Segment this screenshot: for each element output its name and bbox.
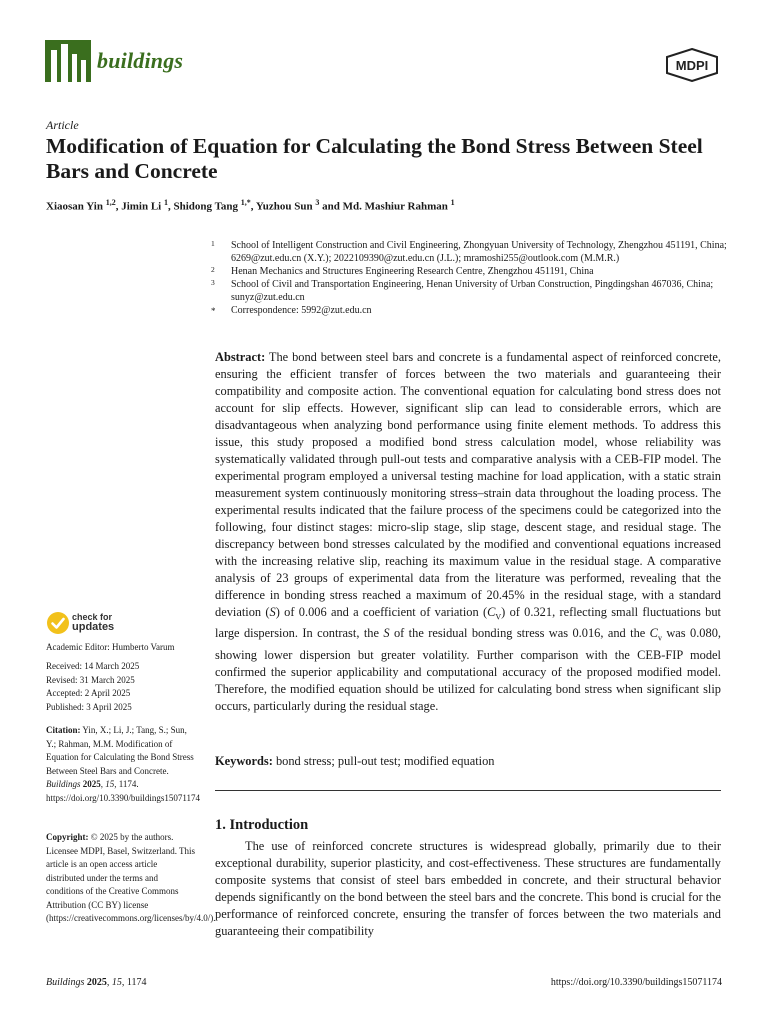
affiliation-item (211, 239, 731, 265)
copyright-text: © 2025 by the authors. Licensee MDPI, Basel, Switzerland. This article is an open access article distributed under the terms and conditions of the Creative Commons Attribution (CC BY) license (https://creativecommons.org/licenses/by/4.0/). (46, 832, 216, 923)
citation-doi[interactable]: , 1174. https://doi.org/10.3390/buildings15071174 (46, 779, 201, 803)
academic-editor: Academic Editor: Humberto Varum (46, 642, 175, 652)
abstract (215, 349, 721, 715)
abstract-text: The bond between steel bars and concrete is a fundamental aspect of reinforced concrete, ensuring the efficient transfer of forces between the two materials and guaranteeing their compatibility and composite action. The conventional equation for calculating bond stress does not account for slip effects. However, significant slip can lead to considerable errors, which are disadvantageous when analyzing bond performance using finite element methods. To address this issue, this study proposed a modified bond stress calculation model, whose reliability was systematically validated through pull-out tests and comparative analysis with a CEB-FIP model. The experimental program employed a universal testing machine for load application, with a static strain measurement system continuously monitoring stress–strain data throughout the loading process. The experimental results indicated that the failure process of the specimens could be categorized into the following, four distinct stages: micro-slip stage, slip stage, descent stage, and residual stage. The discrepancy between bond stresses calculated by the modified and conventional equations increased with the increasing relative slip, reaching its maximum value in the residual stage. A comparative analysis of 23 groups of experimental data from the literature was performed, revealing that the difference in bonding stress reached a maximum of 20.45% in the residual stage, with a standard deviation ( (215, 350, 721, 619)
check-for-updates-line2: updates (72, 621, 115, 633)
check-for-updates-link[interactable] (72, 612, 114, 632)
affiliation-mark: 2 (211, 265, 215, 274)
footer-journal: Buildings (46, 977, 85, 988)
copyright-block (46, 831, 216, 926)
abstract-text: ) of 0.006 and a coefficient of variation ( (275, 605, 488, 619)
abstract-subscript: V (495, 612, 502, 622)
affiliation-text: Correspondence: 5992@zut.edu.cn (231, 305, 372, 316)
publication-dates (46, 660, 196, 714)
footer-citation: Buildings 2025, 15, 1174 (46, 977, 147, 988)
affiliation-item (211, 265, 731, 278)
journal-name: buildings (97, 48, 184, 73)
copyright-label: Copyright: (46, 832, 89, 842)
author-affiliation-mark: 1,2 (105, 198, 116, 207)
abstract-symbol: S (269, 605, 276, 619)
abstract-text: was 0.080, showing lower dispersion but greater volatility. Further comparison with the CEB-FIP model confirmed the superior applicability and computational accuracy of the proposed modified model. Therefore, the modified equation should be utilized for calculating bond stress when significant slip occurs, particularly during the residual stage. (215, 626, 721, 713)
author-separator: , (115, 200, 122, 213)
article-type: Article (46, 118, 79, 132)
affiliation-mark: * (211, 306, 216, 316)
author-name: Xiaosan Yin (46, 200, 103, 213)
footer-year: 2025 (86, 977, 107, 988)
footer-doi-link[interactable]: https://doi.org/10.3390/buildings15071174 (550, 977, 722, 988)
date-accepted: Accepted: 2 April 2025 (46, 688, 131, 698)
author-name: Shidong Tang (173, 200, 239, 213)
section-heading-introduction: 1. Introduction (215, 817, 309, 833)
buildings-logo (45, 40, 91, 82)
keywords (215, 754, 721, 769)
mdpi-logo-text: MDPI (675, 58, 709, 73)
affiliation-text: Henan Mechanics and Structures Engineering Research Centre, Zhengzhou 451191, China (231, 266, 594, 277)
author-separator: , (250, 200, 256, 213)
affiliation-item (211, 304, 731, 317)
keywords-text: bond stress; pull-out test; modified equation (275, 754, 495, 768)
check-for-updates-line1: check for (72, 612, 113, 622)
citation-block (46, 724, 201, 805)
date-received: Received: 14 March 2025 (46, 661, 140, 671)
abstract-symbol: S (383, 626, 390, 641)
affiliation-text: School of Civil and Transportation Engineering, Henan University of Urban Construction, Pingdingshan 467036, China; sunyz@zut.edu.cn (231, 279, 714, 303)
footer-volume: 15 (111, 977, 122, 988)
date-published: Published: 3 April 2025 (46, 701, 132, 712)
affiliation-item (211, 278, 731, 304)
author-name: Yuzhou Sun (255, 200, 313, 213)
citation-label: Citation: (46, 725, 81, 735)
citation-year: 2025 (82, 779, 101, 789)
affiliation-text: School of Intelligent Construction and Civil Engineering, Zhongyuan University of Technology, Zhengzhou 451191, China; 6269@zut.edu.cn (X.Y.); 2022109390@zut.edu.cn (J.L.); mramoshi255@outlook.com (M.M.R.) (231, 240, 727, 264)
affiliation-mark: 3 (211, 278, 215, 287)
author-separator: and (319, 200, 343, 213)
citation-text: Yin, X.; Li, J.; Tang, S.; Sun, Y.; Rahman, M.M. Modification of Equation for Calculating the Bond Stress Between Steel Bars and Concrete. (46, 725, 194, 776)
article-title: Modification of Equation for Calculating the Bond Stress Between Steel Bars and Concrete (46, 134, 703, 183)
abstract-symbol: C (487, 605, 496, 619)
introduction-text: The use of reinforced concrete structures is widespread globally, primarily due to their exceptional durability, superior plasticity, and cost-effectiveness. These structures are fundamentally composite systems that consist of steel bars embedded in concrete, and their structural behavior depends significantly on the bond between the steel bars and the concrete. This bond is crucial for the performance of reinforced concrete, ensuring the transfer of forces between the two materials and guaranteeing their compatibility (215, 839, 721, 938)
citation-journal: Buildings (46, 779, 81, 789)
author-list (46, 198, 455, 213)
keywords-label: Keywords: (215, 754, 273, 768)
section-divider (215, 790, 721, 791)
date-revised: Revised: 31 March 2025 (46, 674, 135, 685)
abstract-label: Abstract: (215, 350, 266, 364)
author-separator: , (168, 200, 174, 213)
affiliations (211, 239, 731, 317)
author-affiliation-mark: 1 (450, 198, 455, 207)
abstract-text: ) of 0.321, reflecting small fluctuations but large dispersion. In contrast, the (215, 605, 722, 641)
mdpi-logo (664, 48, 720, 82)
citation-volume: 15 (105, 779, 115, 789)
abstract-symbol: C (649, 626, 658, 641)
author-affiliation-mark: 1 (164, 198, 168, 207)
affiliation-mark: 1 (211, 239, 215, 248)
citation-sep: , (100, 779, 106, 789)
footer-article: , 1174 (121, 977, 147, 988)
author-name: Md. Mashiur Rahman (342, 200, 448, 213)
author-affiliation-mark: 3 (315, 198, 320, 207)
abstract-text: of the residual bonding stress was 0.016, and the (389, 626, 650, 641)
author-name: Jimin Li (121, 200, 162, 213)
check-for-updates-icon[interactable] (46, 611, 70, 635)
abstract-subscript: v (657, 633, 662, 643)
author-affiliation-mark: 1,* (240, 198, 251, 207)
